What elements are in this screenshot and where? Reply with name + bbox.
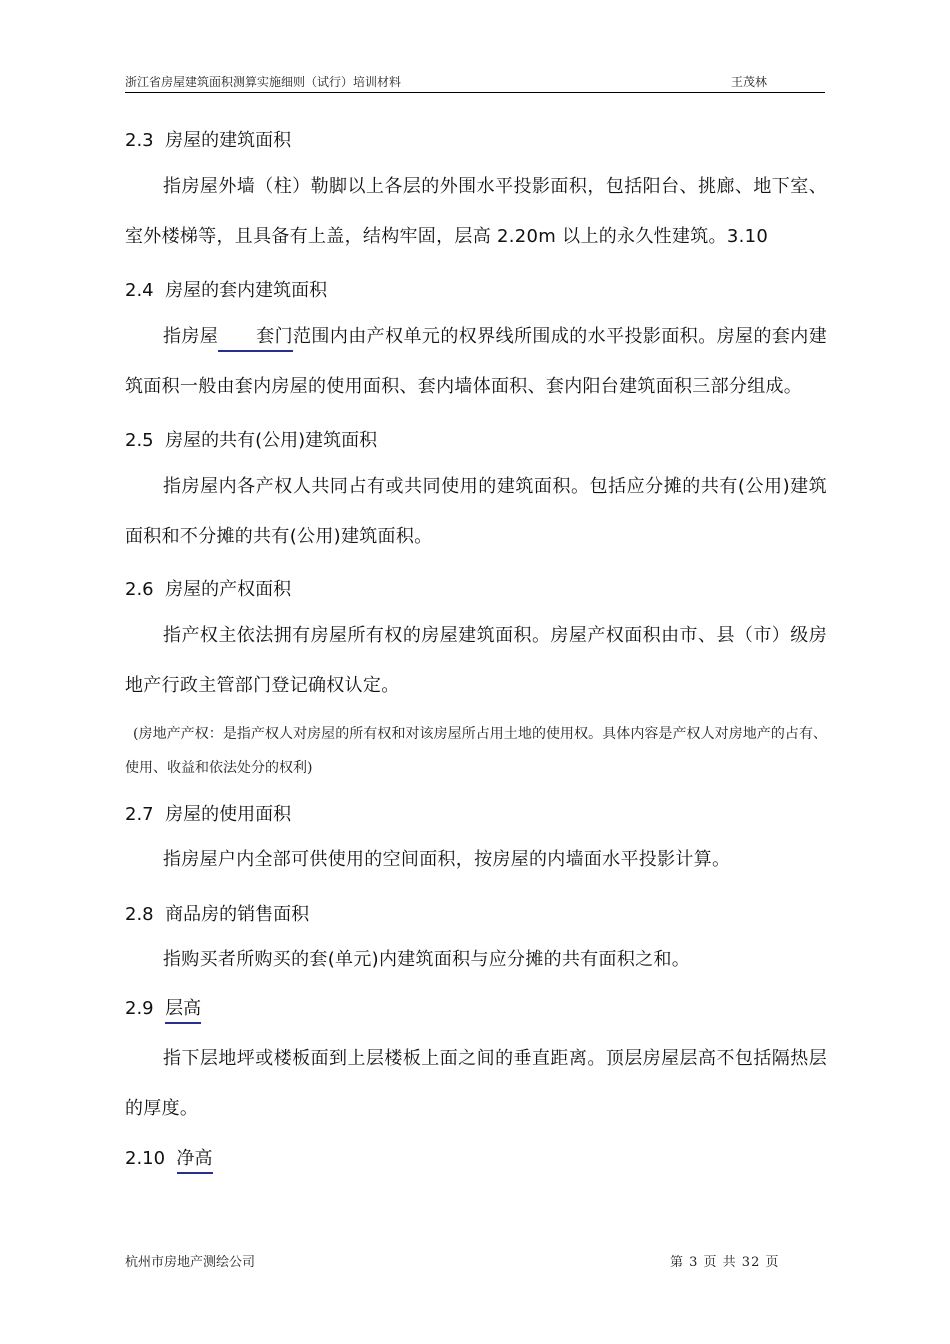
section-2-10-heading <box>125 1148 213 1174</box>
section-number: 2.6 <box>125 579 154 600</box>
section-2-7-heading <box>125 800 291 826</box>
header-title: 浙江省房屋建筑面积测算实施细则（试行）培训材料 <box>125 75 402 89</box>
header-divider <box>125 92 825 93</box>
section-title: 房屋的使用面积 <box>165 804 292 825</box>
section-number: 2.9 <box>125 998 154 1019</box>
section-2-6-heading <box>125 575 291 601</box>
section-number: 2.7 <box>125 804 154 825</box>
section-title: 房屋的共有(公用)建筑面积 <box>165 430 378 451</box>
section-2-5-heading <box>125 426 377 452</box>
section-2-9-body: 指下层地坪或楼板面到上层楼板上面之间的垂直距离。顶层房屋层高不包括隔热层的厚度。 <box>125 1048 827 1119</box>
body-text: 范围内由产权单元的权界线所围成的水平投影面积。房屋的套内建筑面积一般由套内房屋的使用面积、套内墙体面积、套内阳台建筑面积三部分组成。 <box>125 326 827 397</box>
header-author: 王茂林 <box>731 75 768 89</box>
footer-company: 杭州市房地产测绘公司 <box>125 1255 256 1270</box>
section-number: 2.8 <box>125 904 154 925</box>
section-title: 房屋的产权面积 <box>165 579 292 600</box>
section-title: 净高 <box>177 1148 213 1174</box>
section-number: 2.10 <box>125 1148 166 1169</box>
section-2-4-heading <box>125 276 327 302</box>
section-title: 房屋的套内建筑面积 <box>165 280 328 301</box>
section-title: 房屋的建筑面积 <box>165 130 292 151</box>
section-number: 2.5 <box>125 430 154 451</box>
section-title: 层高 <box>165 998 201 1024</box>
section-2-4-body <box>125 312 827 412</box>
section-number: 2.4 <box>125 280 154 301</box>
body-text: 指房屋 <box>163 326 219 347</box>
section-2-6-note: (房地产产权：是指产权人对房屋的所有权和对该房屋所占用土地的使用权。具体内容是产权人对房地产的占有、使用、收益和依法处分的权利) <box>125 726 827 776</box>
underlined-term: 套门 <box>218 326 293 352</box>
section-2-9-heading <box>125 998 201 1024</box>
page-number: 第 3 页 共 32 页 <box>670 1255 780 1270</box>
section-2-6-body: 指产权主依法拥有房屋所有权的房屋建筑面积。房屋产权面积由市、县（市）级房地产行政主管部门登记确权认定。 <box>125 625 827 696</box>
section-title: 商品房的销售面积 <box>165 904 310 925</box>
section-number: 2.3 <box>125 130 154 151</box>
section-2-8-body: 指购买者所购买的套(单元)内建筑面积与应分摊的共有面积之和。 <box>163 949 691 970</box>
section-2-5-body: 指房屋内各产权人共同占有或共同使用的建筑面积。包括应分摊的共有(公用)建筑面积和不分摊的共有(公用)建筑面积。 <box>125 476 827 547</box>
section-2-8-heading <box>125 900 309 926</box>
section-2-7-body: 指房屋户内全部可供使用的空间面积，按房屋的内墙面水平投影计算。 <box>163 849 731 870</box>
section-2-3-heading <box>125 126 291 152</box>
section-2-3-body: 指房屋外墙（柱）勒脚以上各层的外围水平投影面积，包括阳台、挑廊、地下室、室外楼梯等，且具备有上盖，结构牢固，层高 2.20m 以上的永久性建筑。3.10 <box>125 176 827 247</box>
